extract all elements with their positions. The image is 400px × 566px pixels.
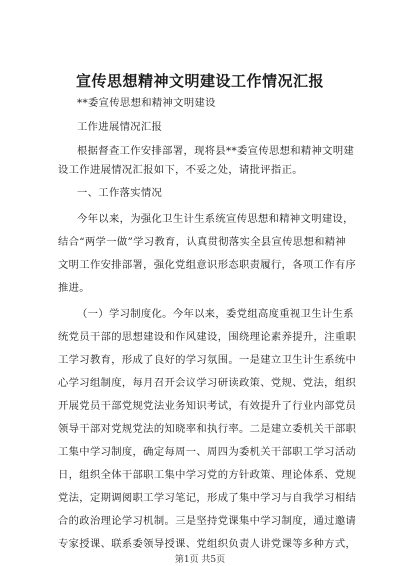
para2-line-5: 开展党员干部党规党法业务知识考试，有效提升了行业内部党员 (58, 400, 357, 412)
document-title: 宣传思想精神文明建设工作情况汇报 (75, 72, 324, 90)
para2-line-6: 领导干部对党规党法的知晓率和执行率。二是建立委机关干部职 (58, 423, 357, 435)
page-number-footer: 第1页 共5页 (174, 555, 226, 565)
para2-line-11: 专家授课、联系委领导授课、党组织负责人讲党课等多种方式， (58, 538, 357, 550)
para1-line-1: 今年以来，为强化卫生计生系统宣传思想和精神文明建设， (77, 213, 354, 225)
section-heading: 一、工作落实情况 (77, 187, 163, 199)
intro-line-2: 设工作进展情况汇报如下，不妥之处，请批评指正。 (58, 164, 303, 176)
intro-line-1: 根据督查工作安排部署，现将县**委宣传思想和精神文明建 (77, 145, 355, 157)
para1-line-2: 结合“两学一做”学习教育，认真贯彻落实全县宣传思想和精神 (58, 236, 347, 248)
para1-line-4: 推进。 (58, 282, 90, 294)
para2-line-10: 合的政治理论学习机制。三是坚持党课集中学习制度，通过邀请 (58, 515, 357, 527)
para2-line-4: 心学习组制度，每月召开会议学习研读政策、党规、党法，组织 (58, 377, 357, 389)
subtitle: 工作进展情况汇报 (77, 121, 163, 133)
para2-line-1: （一）学习制度化。今年以来，委党组高度重视卫生计生系 (77, 308, 354, 320)
para2-line-8: 日，组织全体干部职工集中学习党的方针政策、理论体系、党规 (58, 469, 357, 481)
para2-line-9: 党法，定期调阅职工学习笔记，形成了集中学习与自我学习相结 (58, 492, 357, 504)
para2-line-3: 工学习教育，形成了良好的学习氛围。一是建立卫生计生系统中 (58, 354, 357, 366)
org-line: **委宣传思想和精神文明建设 (77, 97, 216, 109)
para2-line-2: 统党员干部的思想建设和作风建设，围绕理论素养提升，注重职 (58, 331, 357, 343)
para2-line-7: 工集中学习制度，确定每周一、周四为委机关干部职工学习活动 (58, 446, 357, 458)
para1-line-3: 文明工作安排部署，强化党组意识形态职责履行，各项工作有序 (58, 259, 357, 271)
